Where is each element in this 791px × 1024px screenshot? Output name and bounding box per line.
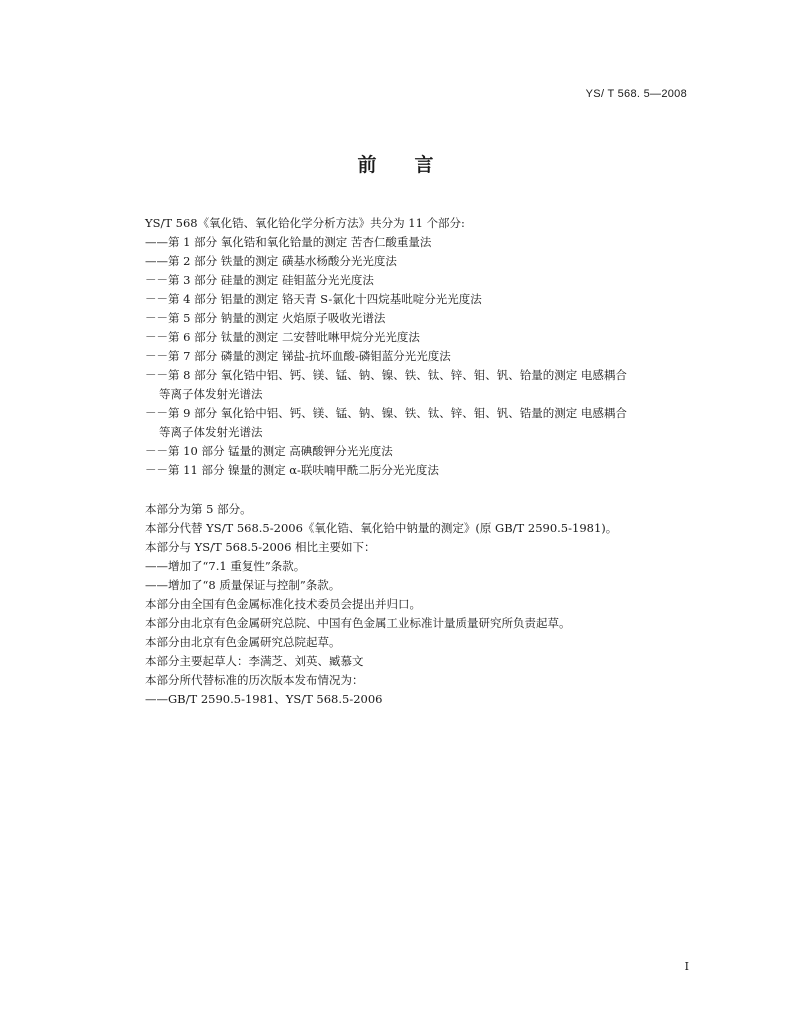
note-line: ——增加了“8 质量保证与控制”条款。: [145, 578, 341, 592]
part-item: －－第 9 部分 氧化铪中铝、钙、镁、锰、钠、镍、铁、钛、锌、钼、钒、锆量的测定 电感耦合: [145, 406, 627, 420]
part-item: －－第 4 部分 铝量的测定 铬天青 S-氯化十四烷基吡啶分光光度法: [145, 292, 482, 306]
note-line: 本部分代替 YS/T 568.5-2006《氧化锆、氧化铪中钠量的测定》(原 GB/T 2590.5-1981)。: [145, 521, 618, 535]
part-item-continuation: 等离子体发射光谱法: [159, 425, 263, 439]
part-item-continuation: 等离子体发射光谱法: [159, 387, 263, 401]
part-item: －－第 10 部分 锰量的测定 高碘酸钾分光光度法: [145, 444, 393, 458]
note-line: 本部分由北京有色金属研究总院起草。: [145, 635, 341, 649]
part-item: －－第 7 部分 磷量的测定 锑盐-抗坏血酸-磷钼蓝分光光度法: [145, 349, 451, 363]
part-item: －－第 6 部分 钛量的测定 二安替吡啉甲烷分光光度法: [145, 330, 420, 344]
note-line: 本部分由北京有色金属研究总院、中国有色金属工业标准计量质量研究所负责起草。: [145, 616, 571, 630]
part-item: －－第 3 部分 硅量的测定 硅钼蓝分光光度法: [145, 273, 374, 287]
part-item: ——第 2 部分 铁量的测定 磺基水杨酸分光光度法: [145, 254, 397, 268]
page-number: I: [684, 960, 689, 973]
part-item: ——第 1 部分 氧化锆和氧化铪量的测定 苦杏仁酸重量法: [145, 235, 432, 249]
intro-line: YS/T 568《氧化锆、氧化铪化学分析方法》共分为 11 个部分:: [145, 216, 465, 230]
note-line: ——增加了“7.1 重复性”条款。: [145, 559, 306, 573]
note-line: 本部分主要起草人：李满芝、刘英、臧慕文: [145, 654, 364, 668]
part-item: －－第 11 部分 镍量的测定 α-联呋喃甲酰二肟分光光度法: [145, 463, 439, 477]
note-line: ——GB/T 2590.5-1981、YS/T 568.5-2006: [145, 692, 383, 706]
section-gap: [145, 480, 705, 500]
part-item: －－第 5 部分 钠量的测定 火焰原子吸收光谱法: [145, 311, 386, 325]
note-line: 本部分为第 5 部分。: [145, 502, 252, 516]
document-body: [145, 214, 705, 709]
note-line: 本部分所代替标准的历次版本发布情况为：: [145, 673, 364, 687]
part-item: －－第 8 部分 氧化锆中铝、钙、镁、锰、钠、镍、铁、钛、锌、钼、钒、铪量的测定 电感耦合: [145, 368, 627, 382]
note-line: 本部分与 YS/T 568.5-2006 相比主要如下：: [145, 540, 376, 554]
page-title: 前言: [357, 154, 472, 176]
note-line: 本部分由全国有色金属标准化技术委员会提出并归口。: [145, 597, 421, 611]
standard-code: YS/ T 568. 5—2008: [585, 88, 687, 100]
